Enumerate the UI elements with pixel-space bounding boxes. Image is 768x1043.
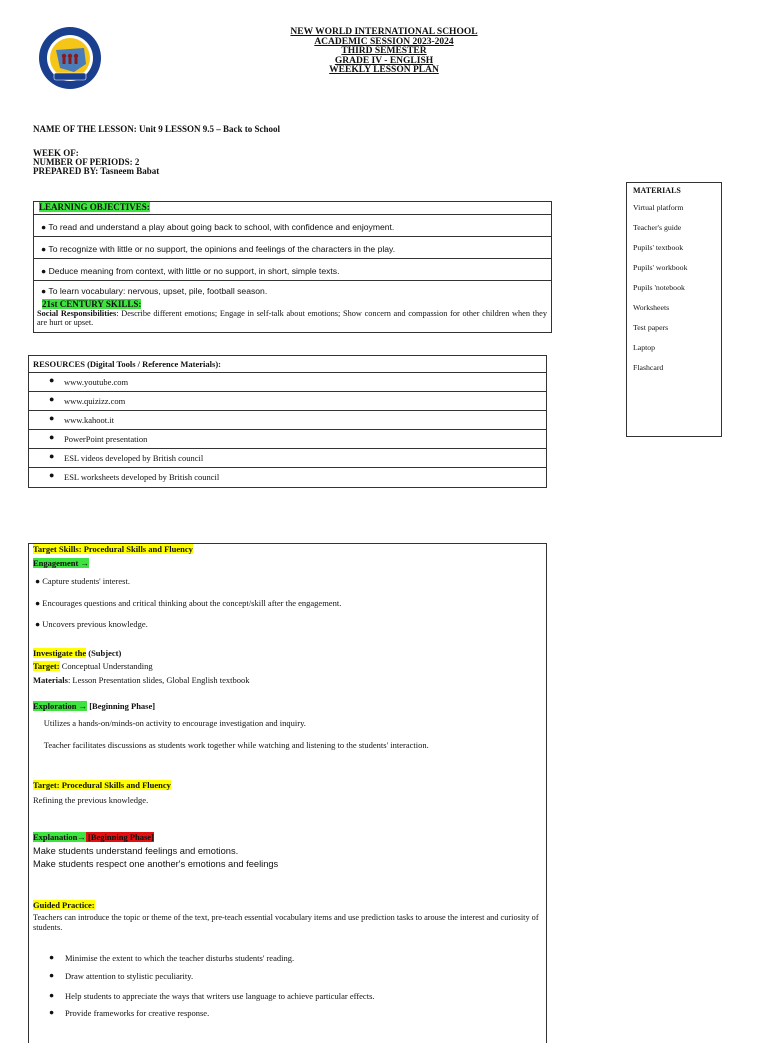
learning-objectives-box: LEARNING OBJECTIVES: ● To read and understand a play about going back to school, with confidence and enjoyment. ● To recognize with little or no support, the opinions and feelings of the characters in the play. ● Deduce meaning from context, with little or no support, in short, simple texts. ● To learn vocabulary: nervous, upset, pile, football season. 21st CENTURY SKILLS: Social Responsibilities: Describe different emotions; Engage in self-talk about emotions; Show concern and compassion for other children when they are hurt or upset.	[33, 201, 552, 333]
material-item: Virtual platform	[633, 203, 684, 212]
material-item: Laptop	[633, 343, 656, 352]
exploration-item: Utilizes a hands-on/minds-on activity to encourage investigation and inquiry.	[35, 718, 298, 728]
investigate-heading: Investigate the (Subject)	[33, 648, 122, 658]
refining-text: Refining the previous knowledge.	[33, 795, 149, 805]
lesson-procedure-box	[28, 543, 547, 1043]
resource-item: ● ESL videos developed by British council	[29, 448, 546, 467]
prepared-by: PREPARED BY: Tasneem Babat	[33, 166, 160, 176]
engagement-item: ● Encourages questions and critical thinking about the concept/skill after the engagement.	[35, 598, 342, 608]
engagement-heading: Engagement →	[33, 558, 89, 568]
academic-session: ACADEMIC SESSION 2023-2024	[314, 36, 454, 47]
explanation-heading: Explanation→ [Beginning Phase]	[33, 832, 154, 842]
exploration-item: Teacher facilitates discussions as students work together while watching and listening to the students' interaction.	[35, 740, 420, 750]
objective-item: ● Deduce meaning from context, with little or no support, in short, simple texts.	[34, 258, 551, 280]
explanation-line: Make students understand feelings and emotions.	[33, 846, 239, 856]
guided-item: Draw attention to stylistic peculiarity.	[65, 971, 194, 981]
school-name: NEW WORLD INTERNATIONAL SCHOOL	[290, 27, 478, 37]
document-header	[0, 28, 768, 76]
grade: GRADE IV - ENGLISH	[334, 55, 434, 66]
target-conceptual: Target: Conceptual Understanding	[33, 661, 153, 671]
resources-table	[28, 355, 547, 488]
material-item: Pupils' workbook	[633, 263, 688, 272]
objective-item: ● To recognize with little or no support, the opinions and feelings of the characters in the play.	[34, 236, 551, 258]
engagement-item: ● Capture students' interest.	[35, 576, 130, 586]
guided-item: Minimise the extent to which the teacher disturbs students' reading.	[65, 953, 295, 963]
material-item: Teacher's guide	[633, 223, 682, 232]
target-skills-heading: Target Skills: Procedural Skills and Fluency	[33, 544, 193, 554]
explanation-line: Make students respect one another's emotions and feelings	[33, 859, 279, 869]
guided-practice-text: Teachers can introduce the topic or theme of the text, pre-teach essential vocabulary items and use prediction tasks to arouse the interest and curiosity of students.	[33, 913, 539, 932]
resource-item: ● www.youtube.com	[29, 372, 546, 391]
plan-title: WEEKLY LESSON PLAN	[329, 65, 439, 75]
resource-item: ● PowerPoint presentation	[29, 429, 546, 448]
material-item: Pupils' textbook	[633, 243, 684, 252]
guided-bullet-icon: ●	[49, 952, 55, 962]
material-item: Pupils 'notebook	[633, 283, 685, 292]
guided-bullet-icon: ●	[49, 1007, 55, 1017]
lesson-name: NAME OF THE LESSON: Unit 9 LESSON 9.5 – Back to School	[33, 124, 281, 134]
guided-bullet-icon: ●	[49, 990, 55, 1000]
semester: THIRD SEMESTER	[341, 46, 427, 56]
material-item: Worksheets	[633, 303, 670, 312]
week-of: WEEK OF:	[33, 148, 79, 158]
engagement-item: ● Uncovers previous knowledge.	[35, 619, 148, 629]
resource-item: ● www.kahoot.it	[29, 410, 546, 429]
materials-box	[626, 182, 722, 437]
objective-item: ● To read and understand a play about going back to school, with confidence and enjoyment.	[34, 214, 551, 236]
materials-title: MATERIALS	[633, 186, 681, 195]
target-procedural-heading: Target: Procedural Skills and Fluency	[33, 780, 171, 790]
material-item: Flashcard	[633, 363, 664, 372]
materials-line: Materials: Lesson Presentation slides, Global English textbook	[33, 675, 250, 685]
guided-item: Help students to appreciate the ways that writers use language to achieve particular effects.	[65, 991, 375, 1001]
resource-item: ● www.quizizz.com	[29, 391, 546, 410]
number-of-periods: NUMBER OF PERIODS: 2	[33, 157, 140, 167]
resources-title: RESOURCES (Digital Tools / Reference Materials):	[33, 359, 222, 369]
century-skills-title: 21st CENTURY SKILLS:	[42, 299, 142, 309]
guided-bullet-icon: ●	[49, 970, 55, 980]
century-skills-text: Social Responsibilities: Describe different emotions; Engage in self-talk about emotions; Show concern and compassion for other children when they are hurt or upset.	[37, 309, 547, 327]
learning-objectives-title: LEARNING OBJECTIVES	[39, 202, 147, 212]
objective-item: ● To learn vocabulary: nervous, upset, pile, football season.	[34, 280, 551, 300]
exploration-heading: Exploration → [Beginning Phase]	[33, 701, 156, 711]
guided-item: Provide frameworks for creative response.	[65, 1008, 210, 1018]
resource-item: ● ESL worksheets developed by British council	[29, 467, 546, 487]
material-item: Test papers	[633, 323, 669, 332]
guided-practice-heading: Guided Practice:	[33, 900, 95, 910]
